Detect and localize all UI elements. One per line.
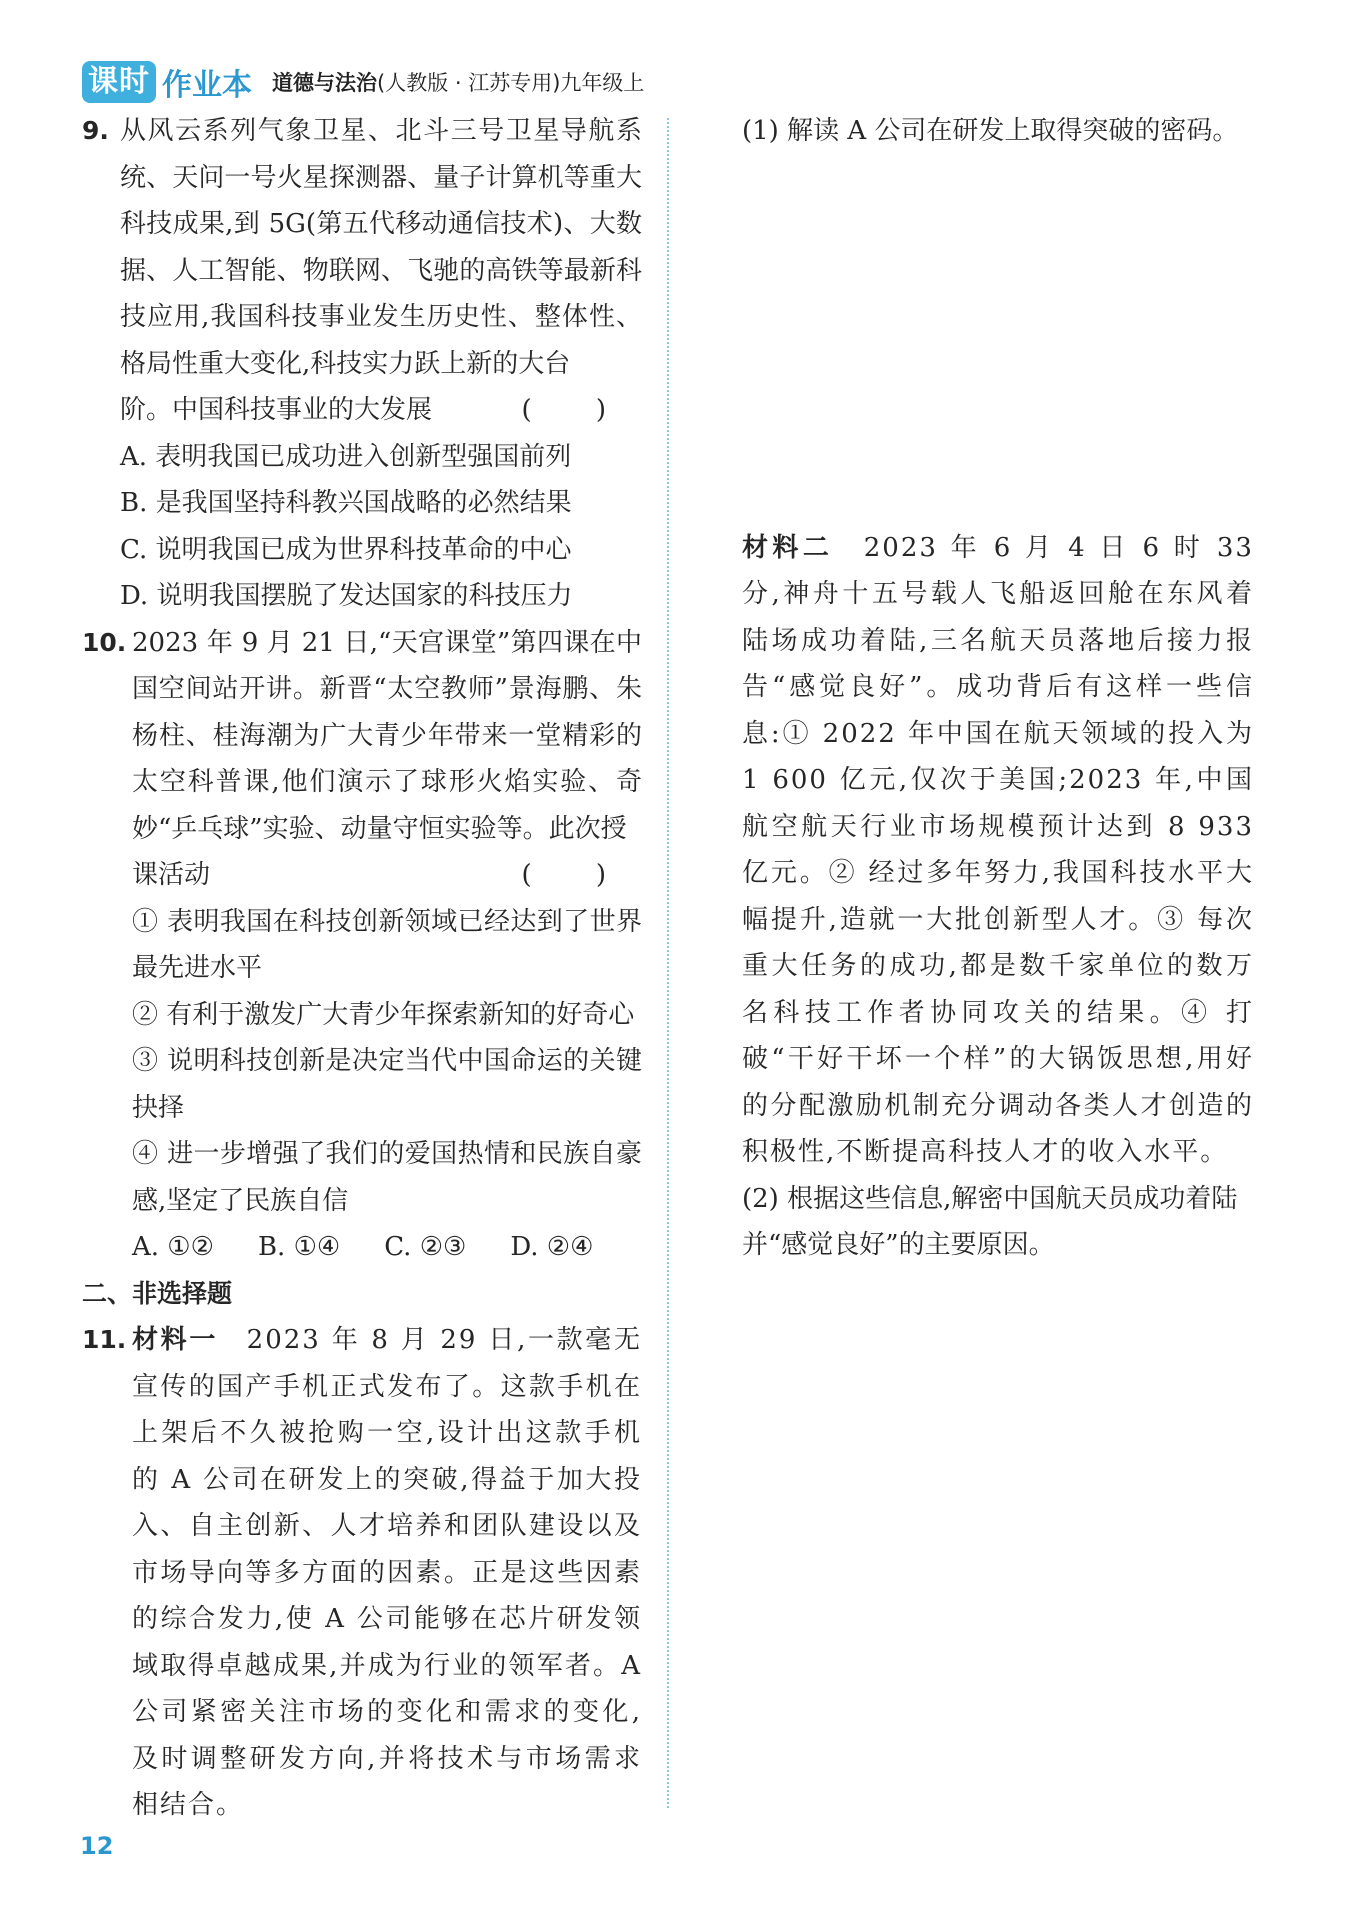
subject-title: 道德与法治 — [272, 71, 377, 95]
answer-space-1 — [742, 155, 1254, 525]
choice-a: A. ①② — [132, 1232, 214, 1262]
sub-question-2: (2) 根据这些信息,解密中国航天员成功着陆并“感觉良好”的主要原因。 — [742, 1183, 1238, 1260]
material-1 — [132, 1317, 642, 1829]
option-b: B. 是我国坚持科教兴国战略的必然结果 — [120, 488, 572, 518]
material-2-label: 材料二 — [742, 532, 834, 563]
question-stem-tail-row — [132, 852, 642, 899]
question-10 — [82, 620, 642, 1271]
question-stem: 2023 年 9 月 21 日,“天宫课堂”第四课在中国空间站开讲。新晋“太空教师”景海鹏、朱杨柱、桂海潮为广大青少年带来一堂精彩的太空科普课,他们演示了球形火焰实验、奇妙“乒乓球”实验、动量守恒实验等。此次授 — [132, 627, 642, 844]
statement-1: ① 表明我国在科技创新领域已经达到了世界最先进水平 — [132, 906, 642, 983]
choice-c: C. ②③ — [384, 1232, 467, 1262]
material-1-text: 2023 年 8 月 29 日,一款毫无宣传的国产手机正式发布了。这款手机在上架后不久被抢购一空,设计出这款手机的 A 公司在研发上的突破,得益于加大投入、自主创新、人才培养和团队建设以及市场导向等多方面的因素。正是这些因素的综合发力,使 A 公司能够在芯片研发领域取得卓越成果,并成为行业的领军者。A 公司紧密关注市场的变化和需求的变化,及时调整研发方向,并将技术与市场需求相结合。 — [132, 1325, 642, 1820]
statement-3: ③ 说明科技创新是决定当代中国命运的关键抉择 — [132, 1046, 642, 1123]
question-11 — [82, 1317, 642, 1829]
choice-d: D. ②④ — [510, 1232, 594, 1262]
question-number: 11. — [82, 1325, 127, 1354]
question-number: 10. — [82, 627, 127, 657]
material-2-text: 2023 年 6 月 4 日 6 时 33 分,神舟十五号载人飞船返回舱在东风着陆场成功着陆,三名航天员落地后接力报告“感觉良好”。成功背后有这样一些信息:① 2022 年中国在航天领域的投入为 1 600 亿元,仅次于美国;2023 年,中国航空航天行业市场规模预计达到 8 933 亿元。② 经过多年努力,我国科技水平大幅提升,造就一大批创新型人才。③ 每次重大任务的成功,都是数千家单位的数万名科技工作者协同攻关的结果。④ 打破“干好干坏一个样”的大锅饭思想,用好的分配激励机制充分调动各类人才创造的积极性,不断提高科技人才的收入水平。 — [742, 532, 1254, 1167]
section-heading: 二、非选择题 — [82, 1278, 233, 1308]
material-1-label: 材料一 — [132, 1325, 218, 1355]
page-header — [82, 58, 644, 106]
question-stem-tail: 阶。中国科技事业的大发展 — [120, 395, 433, 425]
page-number: 12 — [80, 1832, 114, 1860]
option-a: A. 表明我国已成功进入创新型强国前列 — [120, 441, 572, 472]
material-2 — [742, 525, 1254, 1176]
brand-logo: 课时 — [82, 61, 156, 103]
question-stem-tail-row — [120, 387, 642, 434]
sub-question-1: (1) 解读 A 公司在研发上取得突破的密码。 — [742, 116, 1239, 146]
question-number: 9. — [82, 116, 109, 145]
answer-blank: ( ) — [521, 395, 634, 425]
statement-2: ② 有利于激发广大青少年探索新知的好奇心 — [132, 999, 635, 1030]
question-stem-tail: 课活动 — [132, 860, 211, 890]
choice-row — [132, 1224, 642, 1271]
column-divider — [667, 118, 669, 1808]
edition-label: (人教版 · 江苏专用)九年级上 — [377, 71, 645, 95]
right-column — [742, 108, 1254, 1269]
answer-blank: ( ) — [521, 860, 634, 890]
brand-name: 作业本 — [162, 68, 252, 103]
statement-4: ④ 进一步增强了我们的爱国热情和民族自豪感,坚定了民族自信 — [132, 1139, 642, 1216]
option-d: D. 说明我国摆脱了发达国家的科技压力 — [120, 581, 573, 611]
question-9 — [82, 108, 642, 620]
question-stem: 从风云系列气象卫星、北斗三号卫星导航系统、天问一号火星探测器、量子计算机等重大科技成果,到 5G(第五代移动通信技术)、大数据、人工智能、物联网、飞驰的高铁等最新科技应用,我国科技事业发生历史性、整体性、格局性重大变化,科技实力跃上新的大台 — [120, 116, 642, 379]
option-c: C. 说明我国已成为世界科技革命的中心 — [120, 534, 572, 565]
choice-b: B. ①④ — [257, 1232, 341, 1262]
left-column — [82, 108, 642, 1829]
